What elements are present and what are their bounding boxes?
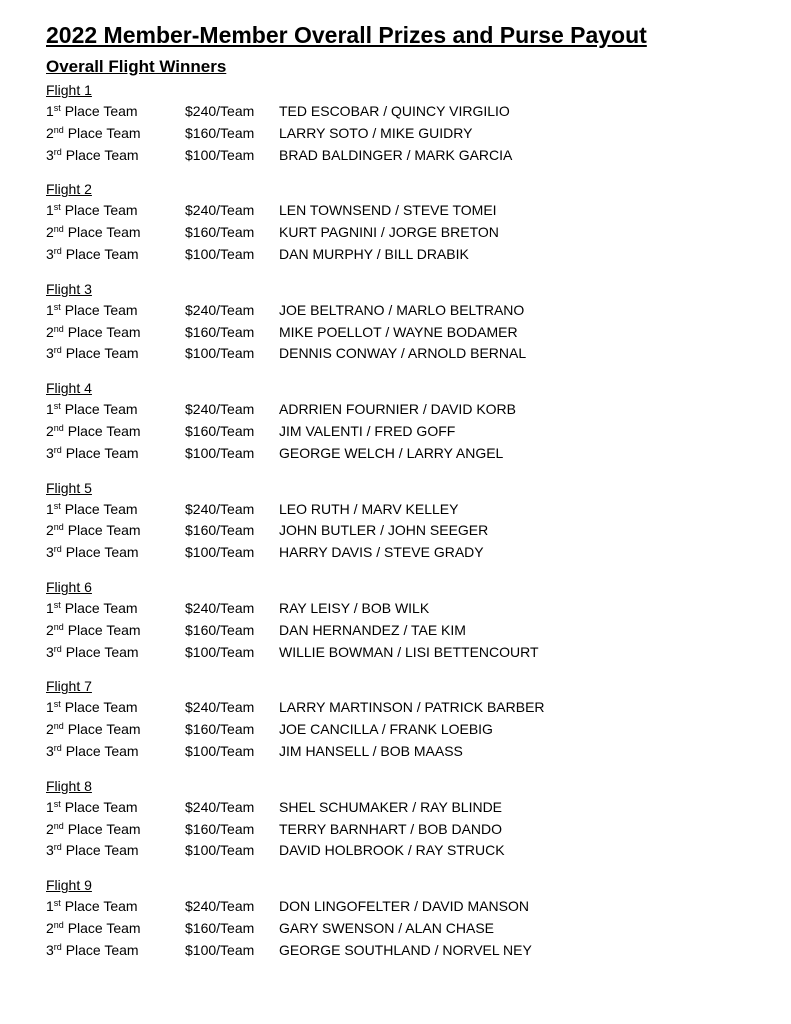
flight-heading: Flight 7 [46,678,92,695]
team-names-cell: TERRY BARNHART / BOB DANDO [279,820,503,837]
flight-heading: Flight 4 [46,380,92,397]
flight-section [46,676,766,762]
place-ordinal-suffix: st [53,301,61,312]
place-cell [46,244,185,266]
result-row [46,443,766,465]
place-label: Place Team [61,643,139,660]
team-names-cell: DON LINGOFELTER / DAVID MANSON [279,898,529,915]
place-number: 3 [46,245,54,262]
flight-heading: Flight 9 [46,877,92,894]
place-number: 1 [46,798,54,815]
result-row [46,542,766,564]
prize-cell: $100/Team [185,444,255,461]
prize-cell: $240/Team [185,500,255,517]
team-names-cell: JOHN BUTLER / JOHN SEEGER [279,522,489,539]
team-names-cell: ADRRIEN FOURNIER / DAVID KORB [279,401,516,418]
place-number: 3 [46,643,54,660]
place-label: Place Team [60,103,138,119]
place-cell [46,819,185,841]
place-cell [46,343,185,365]
place-label: Place Team [63,323,141,340]
result-row [46,145,766,167]
place-number: 2 [46,919,54,936]
place-ordinal-suffix: rd [53,444,62,455]
place-ordinal-suffix: rd [53,146,62,157]
place-ordinal-suffix: nd [53,522,64,533]
team-names-cell: GEORGE WELCH / LARRY ANGEL [279,444,504,461]
place-ordinal-suffix: nd [53,721,64,732]
team-names-cell: JOE BELTRANO / MARLO BELTRANO [279,301,525,318]
flight-heading: Flight 2 [46,181,92,198]
place-label: Place Team [60,599,138,616]
place-cell [46,741,185,763]
place-number: 3 [46,146,54,163]
team-names-cell: DAN MURPHY / BILL DRABIK [279,245,469,262]
flight-section [46,378,766,464]
place-ordinal-suffix: rd [53,842,62,853]
result-row [46,499,766,521]
prize-cell: $160/Team [185,124,255,141]
place-cell [46,101,185,123]
place-label: Place Team [60,301,138,318]
flight-heading: Flight 5 [46,479,92,496]
team-names-cell: LARRY SOTO / MIKE GUIDRY [279,124,473,141]
prize-cell: $160/Team [185,422,255,439]
place-label: Place Team [61,742,139,759]
place-cell [46,542,185,564]
place-number: 1 [46,103,54,119]
prize-cell: $100/Team [185,842,255,859]
place-ordinal-suffix: nd [53,323,64,334]
place-ordinal-suffix: rd [53,544,62,555]
place-label: Place Team [63,919,141,936]
place-ordinal-suffix: st [53,699,61,710]
team-names-cell: DAVID HOLBROOK / RAY STRUCK [279,842,505,859]
place-label: Place Team [60,898,138,915]
place-label: Place Team [60,500,138,517]
prize-cell: $160/Team [185,224,255,241]
prize-cell: $100/Team [185,245,255,262]
place-cell [46,222,185,244]
result-row [46,797,766,819]
result-row [46,200,766,222]
place-ordinal-suffix: nd [53,224,64,235]
place-number: 2 [46,820,54,837]
flight-section [46,478,766,564]
team-names-cell: JOE CANCILLA / FRANK LOEBIG [279,721,493,738]
place-label: Place Team [63,621,141,638]
place-number: 3 [46,842,54,859]
place-cell [46,145,185,167]
team-names-cell: BRAD BALDINGER / MARK GARCIA [279,146,513,163]
team-names-cell: HARRY DAVIS / STEVE GRADY [279,544,484,561]
team-names-cell: LARRY MARTINSON / PATRICK BARBER [279,699,545,716]
place-ordinal-suffix: nd [53,124,64,135]
prize-cell: $240/Team [185,401,255,418]
place-number: 3 [46,742,54,759]
team-names-cell: JIM HANSELL / BOB MAASS [279,742,463,759]
team-names-cell: WILLIE BOWMAN / LISI BETTENCOURT [279,643,539,660]
place-cell [46,421,185,443]
place-ordinal-suffix: rd [53,941,62,952]
place-cell [46,840,185,862]
result-row [46,322,766,344]
prize-cell: $160/Team [185,323,255,340]
place-ordinal-suffix: rd [53,742,62,753]
place-number: 2 [46,621,54,638]
flight-section [46,179,766,265]
result-row [46,598,766,620]
prize-cell: $240/Team [185,798,255,815]
place-label: Place Team [61,146,139,163]
result-row [46,840,766,862]
team-names-cell: DAN HERNANDEZ / TAE KIM [279,621,466,638]
place-label: Place Team [63,721,141,738]
team-names-cell: GEORGE SOUTHLAND / NORVEL NEY [279,941,532,958]
place-ordinal-suffix: st [53,202,61,213]
flight-section [46,875,766,961]
document-page [46,20,766,962]
flight-heading: Flight 3 [46,280,92,297]
flight-heading: Flight 1 [46,82,92,98]
section-heading: Overall Flight Winners [46,57,227,76]
prize-cell: $100/Team [185,941,255,958]
place-number: 3 [46,544,54,561]
result-row [46,244,766,266]
result-row [46,697,766,719]
prize-cell: $160/Team [185,621,255,638]
place-number: 3 [46,345,54,362]
result-row [46,300,766,322]
place-cell [46,940,185,962]
place-ordinal-suffix: st [53,798,61,809]
place-label: Place Team [63,422,141,439]
place-label: Place Team [60,699,138,716]
team-names-cell: SHEL SCHUMAKER / RAY BLINDE [279,798,503,815]
place-label: Place Team [60,798,138,815]
team-names-cell: GARY SWENSON / ALAN CHASE [279,919,494,936]
prize-cell: $240/Team [185,202,255,219]
place-label: Place Team [60,202,138,219]
place-number: 1 [46,500,54,517]
place-ordinal-suffix: rd [53,643,62,654]
place-cell [46,443,185,465]
place-ordinal-suffix: st [53,103,61,113]
place-label: Place Team [61,941,139,958]
prize-cell: $100/Team [185,345,255,362]
team-names-cell: RAY LEISY / BOB WILK [279,599,430,616]
place-number: 1 [46,401,54,418]
place-ordinal-suffix: rd [53,345,62,356]
flight-section [46,279,766,365]
team-names-cell: TED ESCOBAR / QUINCY VIRGILIO [279,103,510,119]
place-label: Place Team [61,544,139,561]
place-label: Place Team [61,345,139,362]
place-number: 1 [46,898,54,915]
place-ordinal-suffix: nd [53,919,64,930]
prize-cell: $240/Team [185,301,255,318]
result-row [46,741,766,763]
flight-section [46,577,766,663]
result-row [46,399,766,421]
team-names-cell: MIKE POELLOT / WAYNE BODAMER [279,323,518,340]
place-label: Place Team [63,522,141,539]
place-ordinal-suffix: rd [53,245,62,256]
result-row [46,719,766,741]
place-cell [46,300,185,322]
place-cell [46,896,185,918]
prize-cell: $100/Team [185,544,255,561]
prize-cell: $160/Team [185,820,255,837]
place-cell [46,918,185,940]
flight-heading: Flight 6 [46,578,92,595]
place-cell [46,620,185,642]
prize-cell: $160/Team [185,522,255,539]
place-cell [46,399,185,421]
place-number: 1 [46,301,54,318]
place-number: 1 [46,599,54,616]
prize-cell: $240/Team [185,599,255,616]
team-names-cell: KURT PAGNINI / JORGE BRETON [279,224,499,241]
flight-section [46,80,766,166]
result-row [46,520,766,542]
place-ordinal-suffix: nd [53,422,64,433]
prize-cell: $160/Team [185,919,255,936]
place-ordinal-suffix: nd [53,621,64,632]
prize-cell: $100/Team [185,643,255,660]
team-names-cell: LEO RUTH / MARV KELLEY [279,500,459,517]
prize-cell: $160/Team [185,721,255,738]
place-cell [46,598,185,620]
place-number: 1 [46,202,54,219]
result-row [46,918,766,940]
place-number: 2 [46,224,54,241]
result-row [46,123,766,145]
prize-cell: $240/Team [185,898,255,915]
place-ordinal-suffix: st [53,599,61,610]
result-row [46,940,766,962]
place-label: Place Team [63,224,141,241]
place-number: 2 [46,124,54,141]
place-cell [46,697,185,719]
place-cell [46,123,185,145]
result-row [46,819,766,841]
place-cell [46,200,185,222]
place-number: 1 [46,699,54,716]
place-number: 2 [46,522,54,539]
flight-heading: Flight 8 [46,777,92,794]
place-label: Place Team [60,401,138,418]
place-ordinal-suffix: nd [53,820,64,831]
place-ordinal-suffix: st [53,500,61,511]
team-names-cell: LEN TOWNSEND / STEVE TOMEI [279,202,497,219]
result-row [46,101,766,123]
place-label: Place Team [61,245,139,262]
place-label: Place Team [63,820,141,837]
result-row [46,642,766,664]
prize-cell: $240/Team [185,699,255,716]
place-cell [46,797,185,819]
place-number: 2 [46,721,54,738]
prize-cell: $100/Team [185,146,255,163]
page-title: 2022 Member-Member Overall Prizes and Purse Payout [46,22,647,48]
place-number: 2 [46,422,54,439]
result-row [46,421,766,443]
place-label: Place Team [61,444,139,461]
flight-section [46,776,766,862]
place-number: 3 [46,444,54,461]
team-names-cell: JIM VALENTI / FRED GOFF [279,422,456,439]
place-ordinal-suffix: st [53,898,61,909]
team-names-cell: DENNIS CONWAY / ARNOLD BERNAL [279,345,527,362]
result-row [46,222,766,244]
place-number: 2 [46,323,54,340]
place-label: Place Team [63,124,141,141]
result-row [46,620,766,642]
place-cell [46,499,185,521]
place-label: Place Team [61,842,139,859]
place-cell [46,520,185,542]
place-cell [46,719,185,741]
prize-cell: $240/Team [185,103,255,119]
place-number: 3 [46,941,54,958]
flights-list [46,80,766,962]
prize-cell: $100/Team [185,742,255,759]
place-cell [46,642,185,664]
result-row [46,896,766,918]
place-cell [46,322,185,344]
result-row [46,343,766,365]
place-ordinal-suffix: st [53,401,61,412]
